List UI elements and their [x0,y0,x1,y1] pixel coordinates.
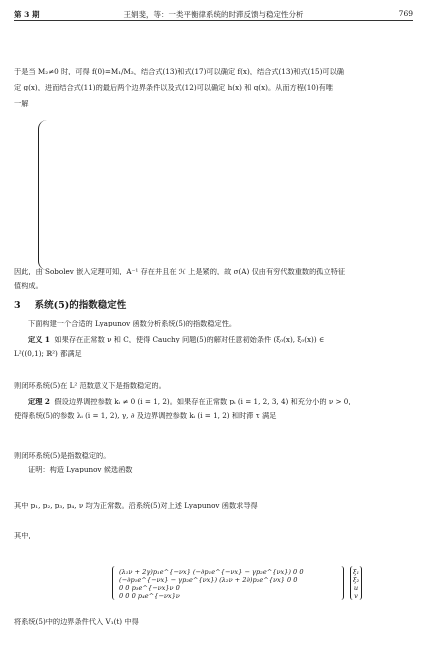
proof-lead: 证明：构造 Lyapunov 候选函数 [28,466,133,474]
paragraph-1-line-1: 于是当 M₂≠0 时，可得 f(0)=M₁/M₂，结合式(13)和式(17)可以确定 f(x)，结合式(13)和式(15)可以确 [14,68,344,76]
matrix-row-1: (λ₁ν + 2γ)p₁e^{−νx} (−∂p₁e^{−νx} − γp₂e^{νx}) 0 0 [119,568,304,576]
section-intro: 下面构建一个合适的 Lyapunov 函数分析系统(5)的指数稳定性。 [28,320,237,328]
proof-substitution: 将系统(5)中的边界条件代入 V̇₁(t) 中得 [14,618,139,626]
matrix-row-3: 0 0 p₃e^{−νx}ν 0 [119,584,180,592]
section-title: 系统(5)的指数稳定性 [34,300,127,311]
definition-1-line-1: 定义 1 如果存在正常数 ν 和 C，使得 Cauchy 问题(5)的解对任意初始条件 (ξ₀(x), ξ₀(x)) ∈ [28,336,325,344]
page-number: 769 [398,9,413,18]
issue-number: 第 3 期 [14,10,40,19]
theorem-2-line-1: 定理 2 假设边界调控参数 kᵢ ≠ 0 (i = 1, 2)。如果存在正常数 pᵢ (i = 1, 2, 3, 4) 和充分小的 ν > 0， [28,398,356,406]
theorem-2-line-2: 使得系统(5)的参数 λᵢ (i = 1, 2), γ, ∂ 及边界调控参数 kᵢ (i = 1, 2) 和时滞 τ 满足 [14,412,277,420]
equation-27-matrix [112,566,344,600]
matrix-row-4: 0 0 0 p₄e^{−νx}ν [119,592,180,600]
theorem-2-label: 定理 2 [28,398,50,406]
definition-1-conclusion: 则闭环系统(5)在 L² 范数意义下是指数稳定的。 [14,382,166,390]
paragraph-1-line-3: 一解 [14,100,29,108]
article-title: 王娟斐，等：一类平衡律系统的时滞反馈与稳定性分析 [123,10,304,19]
running-header [14,8,413,21]
definition-1-line-2: L²((0,1); ℝ²) 都满足 [14,350,82,358]
proof-middle: 其中 p₁, p₂, p₃, p₄, ν 均为正常数。沿系统(5)对上述 Lyapunov 函数求导得 [14,502,258,510]
equation-27-vector: ξ₁ ξ₂ u v [350,566,362,600]
paragraph-1-line-2: 定 g(x)，进而结合式(11)的最后两个边界条件以及式(12)可以确定 h(x) 和 q(x)。从而方程(10)有唯 [14,84,334,92]
proof-where: 其中， [14,532,36,540]
theorem-2-conclusion: 则闭环系统(5)是指数稳定的。 [14,452,111,460]
paragraph-2-line-1: 因此，由 Sobolev 嵌入定理可知，A⁻¹ 存在并且在 ℋ 上是紧的，故 σ(A) 仅由有穷代数重数的孤立特征 [14,268,346,276]
paragraph-2-line-2: 值构成。 [14,282,43,290]
matrix-row-2: (−∂p₁e^{−νx} − γp₂e^{νx}) (λ₂ν + 2∂)p₂e^{νx} 0 0 [119,576,298,584]
system-brace [38,120,47,270]
section-number: 3 [14,300,21,311]
section-heading [14,297,126,311]
definition-1-label: 定义 1 [28,336,50,344]
